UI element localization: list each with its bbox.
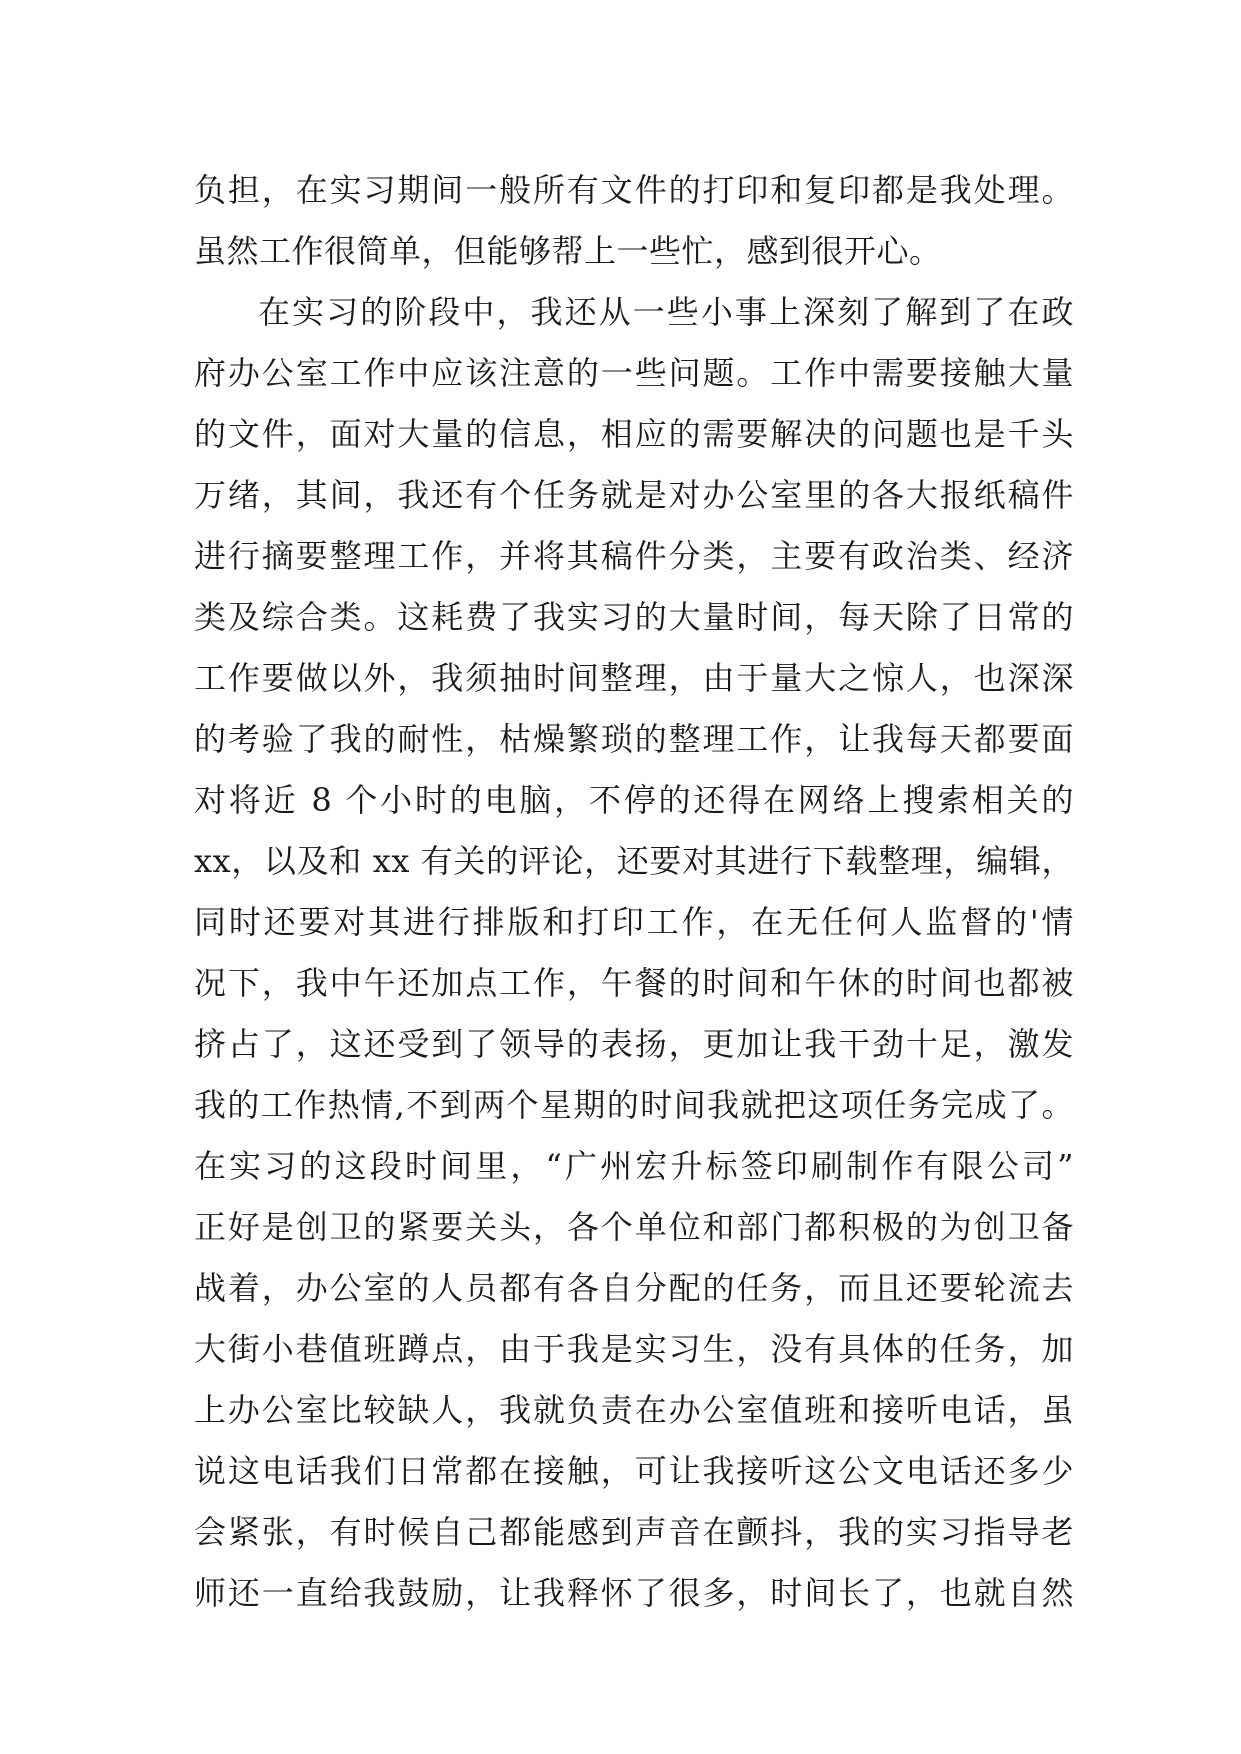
text-line: 工作要做以外，我须抽时间整理，由于量大之惊人，也深深 xyxy=(194,659,1074,697)
text-line: 的考验了我的耐性，枯燥繁琐的整理工作，让我每天都要面 xyxy=(194,720,1074,758)
text-line: 上办公室比较缺人，我就负责在办公室值班和接听电话，虽 xyxy=(194,1391,1074,1429)
text-line: 在实习的这段时间里，“广州宏升标签印刷制作有限公司” xyxy=(194,1147,1074,1185)
text-line: 进行摘要整理工作，并将其稿件分类，主要有政治类、经济 xyxy=(194,537,1074,575)
text-line: 会紧张，有时候自己都能感到声音在颤抖，我的实习指导老 xyxy=(194,1513,1074,1551)
text-line: 说这电话我们日常都在接触，可让我接听这公文电话还多少 xyxy=(194,1452,1074,1490)
text-line: 在实习的阶段中，我还从一些小事上深刻了解到了在政 xyxy=(258,293,1074,331)
text-line: 负担，在实习期间一般所有文件的打印和复印都是我处理。 xyxy=(194,171,1074,209)
text-line: 府办公室工作中应该注意的一些问题。工作中需要接触大量 xyxy=(194,354,1074,392)
text-line: 战着，办公室的人员都有各自分配的任务，而且还要轮流去 xyxy=(194,1269,1074,1307)
text-line: 挤占了，这还受到了领导的表扬，更加让我干劲十足，激发 xyxy=(194,1025,1074,1063)
text-line: 大街小巷值班蹲点，由于我是实习生，没有具体的任务，加 xyxy=(194,1330,1074,1368)
text-line: 师还一直给我鼓励，让我释怀了很多，时间长了，也就自然 xyxy=(194,1574,1074,1612)
text-line: 的文件，面对大量的信息，相应的需要解决的问题也是千头 xyxy=(194,415,1074,453)
text-line: 正好是创卫的紧要关头，各个单位和部门都积极的为创卫备 xyxy=(194,1208,1074,1246)
text-line: 类及综合类。这耗费了我实习的大量时间，每天除了日常的 xyxy=(194,598,1074,636)
text-line: 我的工作热情,不到两个星期的时间我就把这项任务完成了。 xyxy=(194,1086,1074,1124)
text-line: 对将近 8 个小时的电脑，不停的还得在网络上搜索相关的 xyxy=(194,781,1074,819)
text-line: 况下，我中午还加点工作，午餐的时间和午休的时间也都被 xyxy=(194,964,1074,1002)
text-line: 同时还要对其进行排版和打印工作，在无任何人监督的'情 xyxy=(194,903,1074,941)
text-line: xx，以及和 xx 有关的评论，还要对其进行下载整理，编辑， xyxy=(194,842,1074,880)
body-text xyxy=(194,160,1074,1624)
text-line: 虽然工作很简单，但能够帮上一些忙，感到很开心。 xyxy=(194,232,942,270)
text-line: 万绪，其间，我还有个任务就是对办公室里的各大报纸稿件 xyxy=(194,476,1074,514)
